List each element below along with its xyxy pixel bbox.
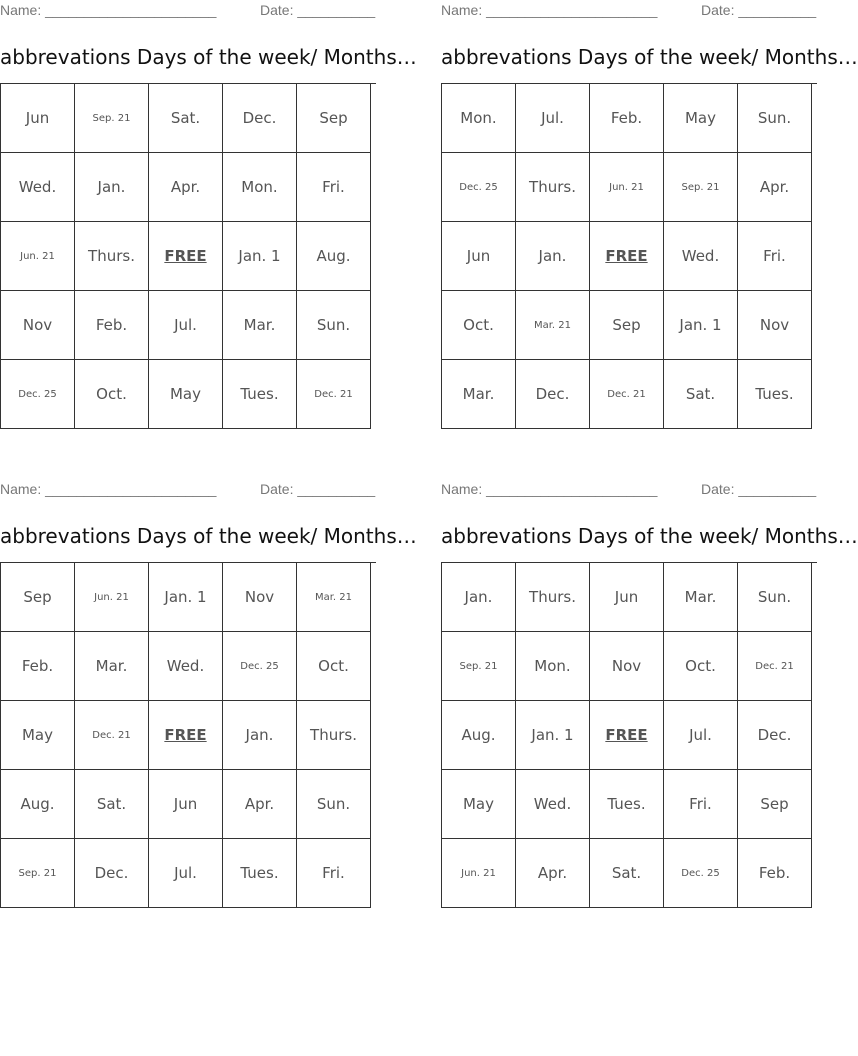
bingo-cell[interactable]: Sat. xyxy=(664,360,738,429)
bingo-cell[interactable]: Fri. xyxy=(664,770,738,839)
bingo-cell[interactable]: Feb. xyxy=(738,839,812,908)
card-header xyxy=(441,0,816,22)
card-header xyxy=(441,479,816,501)
bingo-cell[interactable]: Sat. xyxy=(590,839,664,908)
bingo-cell[interactable]: Feb. xyxy=(590,84,664,153)
bingo-grid xyxy=(0,562,376,908)
bingo-cell[interactable]: Fri. xyxy=(297,153,371,222)
bingo-cell[interactable]: Nov xyxy=(738,291,812,360)
bingo-cell[interactable]: Sep. 21 xyxy=(664,153,738,222)
bingo-cell[interactable]: Wed. xyxy=(516,770,590,839)
bingo-cell[interactable]: Jun. 21 xyxy=(442,839,516,908)
bingo-cell[interactable]: Jun xyxy=(442,222,516,291)
date-field[interactable]: Date: __________ xyxy=(260,2,376,18)
bingo-grid xyxy=(0,83,376,429)
bingo-cell[interactable]: Oct. xyxy=(664,632,738,701)
bingo-cell[interactable]: Fri. xyxy=(297,839,371,908)
bingo-cell[interactable]: Dec. xyxy=(75,839,149,908)
bingo-cell[interactable]: Jan. xyxy=(75,153,149,222)
bingo-cell[interactable]: Tues. xyxy=(738,360,812,429)
bingo-cell[interactable]: May xyxy=(442,770,516,839)
card-title: abbrevations Days of the week/ Months… xyxy=(0,524,417,548)
bingo-cell[interactable]: Sep xyxy=(738,770,812,839)
bingo-cell[interactable]: Sat. xyxy=(149,84,223,153)
bingo-cell[interactable]: Apr. xyxy=(516,839,590,908)
date-field[interactable]: Date: __________ xyxy=(701,481,817,497)
bingo-cell[interactable]: Apr. xyxy=(738,153,812,222)
bingo-cell[interactable]: Tues. xyxy=(590,770,664,839)
bingo-cell[interactable]: Thurs. xyxy=(516,153,590,222)
bingo-cell[interactable]: Oct. xyxy=(297,632,371,701)
bingo-cell[interactable]: Wed. xyxy=(664,222,738,291)
bingo-cell[interactable]: Tues. xyxy=(223,360,297,429)
bingo-grid xyxy=(441,83,817,429)
free-space-cell[interactable]: FREE xyxy=(149,222,223,291)
bingo-cell[interactable]: Jan. 1 xyxy=(149,563,223,632)
bingo-cell[interactable]: Mar. xyxy=(442,360,516,429)
bingo-cell[interactable]: Oct. xyxy=(442,291,516,360)
bingo-cell[interactable]: Thurs. xyxy=(75,222,149,291)
bingo-cell[interactable]: Oct. xyxy=(75,360,149,429)
bingo-cell[interactable]: Thurs. xyxy=(516,563,590,632)
bingo-cell[interactable]: Sun. xyxy=(297,770,371,839)
bingo-cell[interactable]: May xyxy=(1,701,75,770)
bingo-cell[interactable]: Mar. 21 xyxy=(516,291,590,360)
bingo-cell[interactable]: Aug. xyxy=(297,222,371,291)
bingo-cell[interactable]: Sep xyxy=(590,291,664,360)
bingo-cell[interactable]: Mar. xyxy=(664,563,738,632)
bingo-cell[interactable]: Sep xyxy=(297,84,371,153)
bingo-cell[interactable]: Mar. xyxy=(223,291,297,360)
name-field[interactable]: Name: ______________________ xyxy=(441,2,658,18)
bingo-cell[interactable]: Nov xyxy=(1,291,75,360)
bingo-cell[interactable]: Wed. xyxy=(149,632,223,701)
bingo-card-2 xyxy=(441,0,858,429)
bingo-cell[interactable]: Jun. 21 xyxy=(590,153,664,222)
name-field[interactable]: Name: ______________________ xyxy=(0,2,217,18)
bingo-cell[interactable]: Tues. xyxy=(223,839,297,908)
date-field[interactable]: Date: __________ xyxy=(701,2,817,18)
bingo-cell[interactable]: Dec. 25 xyxy=(223,632,297,701)
bingo-cell[interactable]: Jun. 21 xyxy=(1,222,75,291)
bingo-cell[interactable]: Jan. 1 xyxy=(664,291,738,360)
bingo-cell[interactable]: May xyxy=(149,360,223,429)
name-field[interactable]: Name: ______________________ xyxy=(0,481,217,497)
bingo-cell[interactable]: Dec. 25 xyxy=(664,839,738,908)
bingo-cell[interactable]: Sun. xyxy=(738,84,812,153)
bingo-cell[interactable]: Sun. xyxy=(297,291,371,360)
bingo-cell[interactable]: Sep. 21 xyxy=(1,839,75,908)
bingo-card-4 xyxy=(441,479,858,908)
bingo-cell[interactable]: Jul. xyxy=(149,291,223,360)
bingo-cell[interactable]: Mon. xyxy=(223,153,297,222)
card-title: abbrevations Days of the week/ Months… xyxy=(441,45,858,69)
card-title: abbrevations Days of the week/ Months… xyxy=(441,524,858,548)
bingo-grid xyxy=(441,562,817,908)
bingo-cell[interactable]: Jun xyxy=(1,84,75,153)
bingo-cell[interactable]: Mon. xyxy=(516,632,590,701)
bingo-cell[interactable]: Mar. xyxy=(75,632,149,701)
bingo-cell[interactable]: Aug. xyxy=(442,701,516,770)
bingo-cell[interactable]: Jan. xyxy=(516,222,590,291)
bingo-cell[interactable]: Dec. 21 xyxy=(590,360,664,429)
bingo-cell[interactable]: Apr. xyxy=(223,770,297,839)
bingo-cell[interactable]: Aug. xyxy=(1,770,75,839)
card-header xyxy=(0,0,375,22)
bingo-cell[interactable]: Dec. 25 xyxy=(1,360,75,429)
bingo-cell[interactable]: Sat. xyxy=(75,770,149,839)
bingo-cell[interactable]: Jan. xyxy=(223,701,297,770)
date-field[interactable]: Date: __________ xyxy=(260,481,376,497)
free-space-cell[interactable]: FREE xyxy=(149,701,223,770)
bingo-cell[interactable]: Dec. 21 xyxy=(738,632,812,701)
card-title: abbrevations Days of the week/ Months… xyxy=(0,45,417,69)
bingo-cell[interactable]: Mon. xyxy=(442,84,516,153)
bingo-cell[interactable]: Dec. xyxy=(223,84,297,153)
bingo-cell[interactable]: Sep. 21 xyxy=(442,632,516,701)
bingo-cell[interactable]: Jan. 1 xyxy=(516,701,590,770)
bingo-cell[interactable]: Feb. xyxy=(1,632,75,701)
bingo-cell[interactable]: Jun. 21 xyxy=(75,563,149,632)
bingo-card-3 xyxy=(0,479,417,908)
bingo-cell[interactable]: Nov xyxy=(223,563,297,632)
bingo-cell[interactable]: Wed. xyxy=(1,153,75,222)
bingo-cell[interactable]: Dec. 25 xyxy=(442,153,516,222)
bingo-cell[interactable]: Feb. xyxy=(75,291,149,360)
bingo-cell[interactable]: Sep. 21 xyxy=(75,84,149,153)
card-header xyxy=(0,479,375,501)
bingo-cell[interactable]: Thurs. xyxy=(297,701,371,770)
bingo-cell[interactable]: Jul. xyxy=(149,839,223,908)
bingo-cell[interactable]: Jul. xyxy=(516,84,590,153)
bingo-cell[interactable]: Jan. xyxy=(442,563,516,632)
bingo-cell[interactable]: Fri. xyxy=(738,222,812,291)
free-space-cell[interactable]: FREE xyxy=(590,701,664,770)
bingo-cell[interactable]: Dec. 21 xyxy=(297,360,371,429)
bingo-cell[interactable]: Jul. xyxy=(664,701,738,770)
bingo-cell[interactable]: Sep xyxy=(1,563,75,632)
bingo-cell[interactable]: Jun xyxy=(590,563,664,632)
bingo-cell[interactable]: Mar. 21 xyxy=(297,563,371,632)
bingo-cell[interactable]: Apr. xyxy=(149,153,223,222)
bingo-cell[interactable]: Sun. xyxy=(738,563,812,632)
name-field[interactable]: Name: ______________________ xyxy=(441,481,658,497)
bingo-cell[interactable]: Jun xyxy=(149,770,223,839)
bingo-cell[interactable]: Dec. xyxy=(738,701,812,770)
bingo-card-1 xyxy=(0,0,417,429)
bingo-cell[interactable]: Jan. 1 xyxy=(223,222,297,291)
bingo-cell[interactable]: Dec. 21 xyxy=(75,701,149,770)
bingo-cell[interactable]: Nov xyxy=(590,632,664,701)
free-space-cell[interactable]: FREE xyxy=(590,222,664,291)
bingo-cell[interactable]: May xyxy=(664,84,738,153)
bingo-cell[interactable]: Dec. xyxy=(516,360,590,429)
